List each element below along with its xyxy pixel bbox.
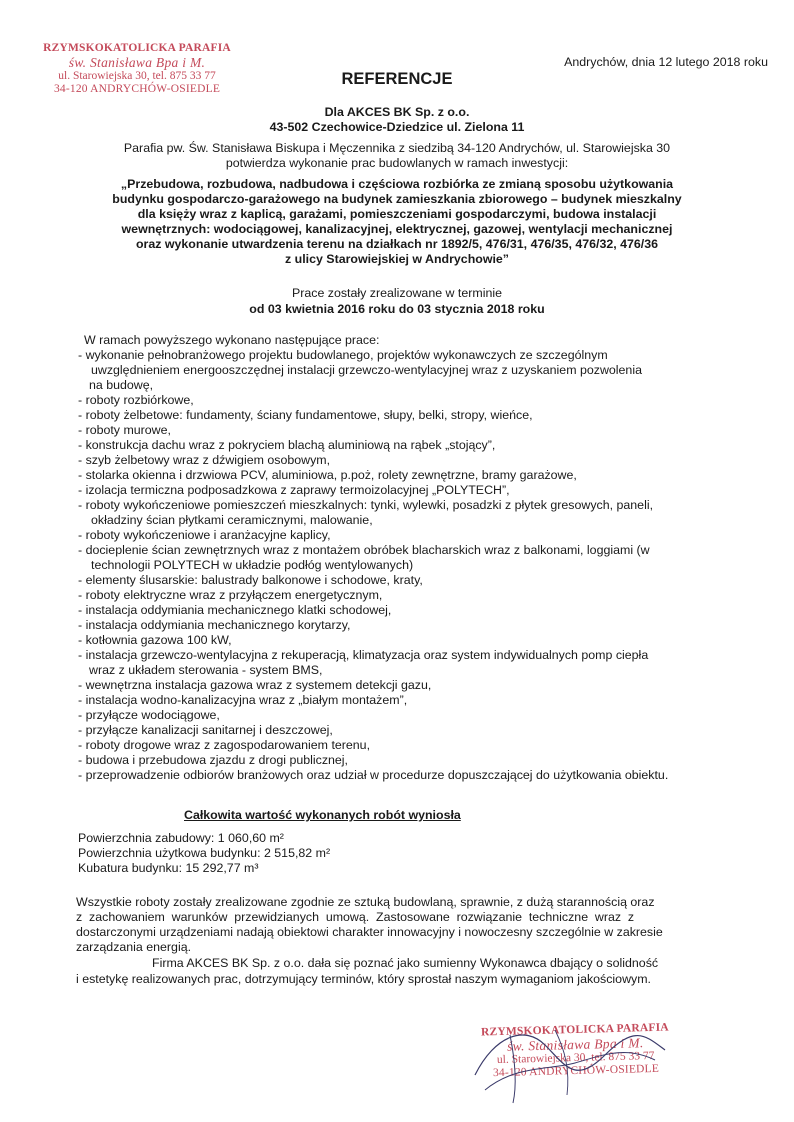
list-item: - kotłownia gazowa 100 kW, bbox=[78, 633, 232, 647]
list-item: - roboty murowe, bbox=[78, 423, 171, 437]
list-item: - elementy ślusarskie: balustrady balkonowe i schodowe, kraty, bbox=[78, 573, 423, 587]
term-line-1: Prace zostały zrealizowane w terminie bbox=[291, 286, 503, 300]
closing-line: dostarczonymi urządzeniami nadają obiektowi charakter innowacyjny i nowoczesny szczególnie w zakresie bbox=[76, 925, 663, 939]
stamp-line-1: RZYMSKOKATOLICKA PARAFIA bbox=[480, 1021, 670, 1039]
closing-line: Wszystkie roboty zostały zrealizowane zgodnie ze sztuką budowlaną, sprawnie, z dużą starannością oraz bbox=[76, 895, 655, 909]
closing-line: z zachowaniem warunków przewidzianych umową. Zastosowane rozwiązanie techniczne wraz z bbox=[76, 910, 635, 924]
term-line-2: od 03 kwietnia 2016 roku do 03 stycznia 2018 roku bbox=[249, 302, 545, 316]
building-volume: Kubatura budynku: 15 292,77 m³ bbox=[78, 861, 259, 875]
list-item: wraz z układem sterowania - system BMS, bbox=[89, 663, 323, 677]
investment-line: dla księży wraz z kaplicą, garażami, pomieszczeniami gospodarczymi, budowa instalacji bbox=[137, 207, 657, 221]
list-item: - instalacja grzewczo-wentylacyjna z rekuperacją, klimatyzacja oraz system indywidualnych pomp ciepła bbox=[78, 648, 649, 662]
list-item: - roboty żelbetowe: fundamenty, ściany fundamentowe, słupy, belki, stropy, wieńce, bbox=[78, 408, 533, 422]
list-item: - wewnętrzna instalacja gazowa wraz z systemem detekcji gazu, bbox=[78, 678, 432, 692]
recipient-line-2: 43-502 Czechowice-Dziedzice ul. Zielona 11 bbox=[269, 120, 525, 134]
closing-paragraph bbox=[76, 895, 718, 955]
closing-line: zarządzania energią. bbox=[76, 940, 192, 954]
stamp-line-4: 34-120 ANDRYCHÓW-OSIEDLE bbox=[492, 1062, 660, 1080]
intro-line-1: Parafia pw. Św. Stanisława Biskupa i Męczennika z siedzibą 34-120 Andrychów, ul. Starowiejska 30 bbox=[123, 141, 671, 155]
closing-line: Firma AKCES BK Sp. z o.o. dała się poznać jako sumienny Wykonawca dbający o solidność bbox=[152, 956, 659, 970]
list-item: - instalacja oddymiania mechanicznego klatki schodowej, bbox=[78, 603, 392, 617]
stamp-line-1: RZYMSKOKATOLICKA PARAFIA bbox=[43, 42, 231, 54]
stamp-line-3: ul. Starowiejska 30, tel. 875 33 77 bbox=[496, 1049, 655, 1067]
list-item: - roboty drogowe wraz z zagospodarowaniem terenu, bbox=[78, 738, 371, 752]
investment-line: oraz wykonanie utwardzenia terenu na działkach nr 1892/5, 476/31, 476/35, 476/32, 476/36 bbox=[135, 237, 659, 251]
list-item: - wykonanie pełnobranżowego projektu budowlanego, projektów wykonawczych ze szczególnym bbox=[78, 348, 608, 362]
list-item: - instalacja wodno-kanalizacyjna wraz z „białym montażem”, bbox=[78, 693, 408, 707]
place-date: Andrychów, dnia 12 lutego 2018 roku bbox=[564, 55, 768, 69]
list-item: - przeprowadzenie odbiorów branżowych oraz udział w procedurze dopuszczającej do użytkowania obiektu. bbox=[78, 768, 669, 782]
total-value-heading: Całkowita wartość wykonanych robót wyniosła bbox=[184, 808, 461, 822]
investment-line: „Przebudowa, rozbudowa, nadbudowa i częściowa rozbiórka ze zmianą sposobu użytkowania bbox=[120, 177, 674, 191]
list-item: - stolarka okienna i drzwiowa PCV, aluminiowa, p.poż, rolety zewnętrzne, bramy garażowe, bbox=[78, 468, 577, 482]
investment-line: budynku gospodarczo-garażowego na budynek zamieszkania zbiorowego – budynek mieszkalny bbox=[112, 192, 682, 206]
stamp-line-3: ul. Starowiejska 30, tel. 875 33 77 bbox=[58, 69, 216, 82]
signature bbox=[455, 1015, 695, 1110]
stamp-line-2: św. Stanisława Bpa i M. bbox=[68, 54, 206, 70]
list-item: - roboty rozbiórkowe, bbox=[78, 393, 194, 407]
list-item: technologii POLYTECH w układzie podłóg wentylowanych) bbox=[91, 558, 414, 572]
built-up-area: Powierzchnia zabudowy: 1 060,60 m² bbox=[78, 831, 284, 845]
investment-description bbox=[0, 177, 794, 267]
list-item: - izolacja termiczna podposadzkowa z zaprawy termoizolacyjnej „POLYTECH”, bbox=[78, 483, 510, 497]
list-item: - docieplenie ścian zewnętrznych wraz z montażem obróbek blacharskich wraz z balkonami, loggiami (w bbox=[78, 543, 650, 557]
stamp-line-2: św. Stanisława Bpa i M. bbox=[506, 1035, 644, 1054]
closing-line: i estetykę realizowanych prac, dotrzymujący terminów, który sprostał naszym wymaganiom jakościowym. bbox=[76, 972, 651, 986]
list-item: - konstrukcja dachu wraz z pokryciem blachą aluminiową na rąbek „stojący”, bbox=[78, 438, 496, 452]
intro-line-2: potwierdza wykonanie prac budowlanych w ramach inwestycji: bbox=[225, 156, 569, 170]
area-figures bbox=[78, 831, 330, 876]
works-list bbox=[78, 348, 738, 783]
list-item: na budowę, bbox=[89, 378, 154, 392]
recipient-line-1: Dla AKCES BK Sp. z o.o. bbox=[324, 105, 470, 119]
stamp-line-4: 34-120 ANDRYCHÓW-OSIEDLE bbox=[53, 82, 221, 95]
investment-line: z ulicy Starowiejskiej w Andrychowie” bbox=[284, 252, 510, 266]
list-item: - roboty elektryczne wraz z przyłączem energetycznym, bbox=[78, 588, 383, 602]
list-item: - szyb żelbetowy wraz z dźwigiem osobowym, bbox=[78, 453, 331, 467]
usable-area: Powierzchnia użytkowa budynku: 2 515,82 m² bbox=[78, 846, 331, 860]
list-item: - przyłącze kanalizacji sanitarnej i deszczowej, bbox=[78, 723, 333, 737]
list-item: - roboty wykończeniowe i aranżacyjne kaplicy, bbox=[78, 528, 331, 542]
list-item: okładziny ścian płytkami ceramicznymi, malowanie, bbox=[91, 513, 373, 527]
list-item: - roboty wykończeniowe pomieszczeń mieszkalnych: tynki, wylewki, posadzki z płytek gresowych, paneli, bbox=[78, 498, 654, 512]
investment-line: wewnętrznych: wodociągowej, kanalizacyjnej, elektrycznej, gazowej, wentylacji mechanicznej bbox=[121, 222, 673, 236]
works-intro: W ramach powyższego wykonano następujące prace: bbox=[84, 333, 380, 347]
document-title: REFERENCJE bbox=[341, 70, 453, 88]
list-item: - instalacja oddymiania mechanicznego korytarzy, bbox=[78, 618, 351, 632]
list-item: - budowa i przebudowa zjazdu z drogi publicznej, bbox=[78, 753, 348, 767]
list-item: uwzględnieniem energooszczędnej instalacji grzewczo-wentylacyjnej wraz z uzyskaniem pozwolenia bbox=[91, 363, 642, 377]
list-item: - przyłącze wodociągowe, bbox=[78, 708, 220, 722]
